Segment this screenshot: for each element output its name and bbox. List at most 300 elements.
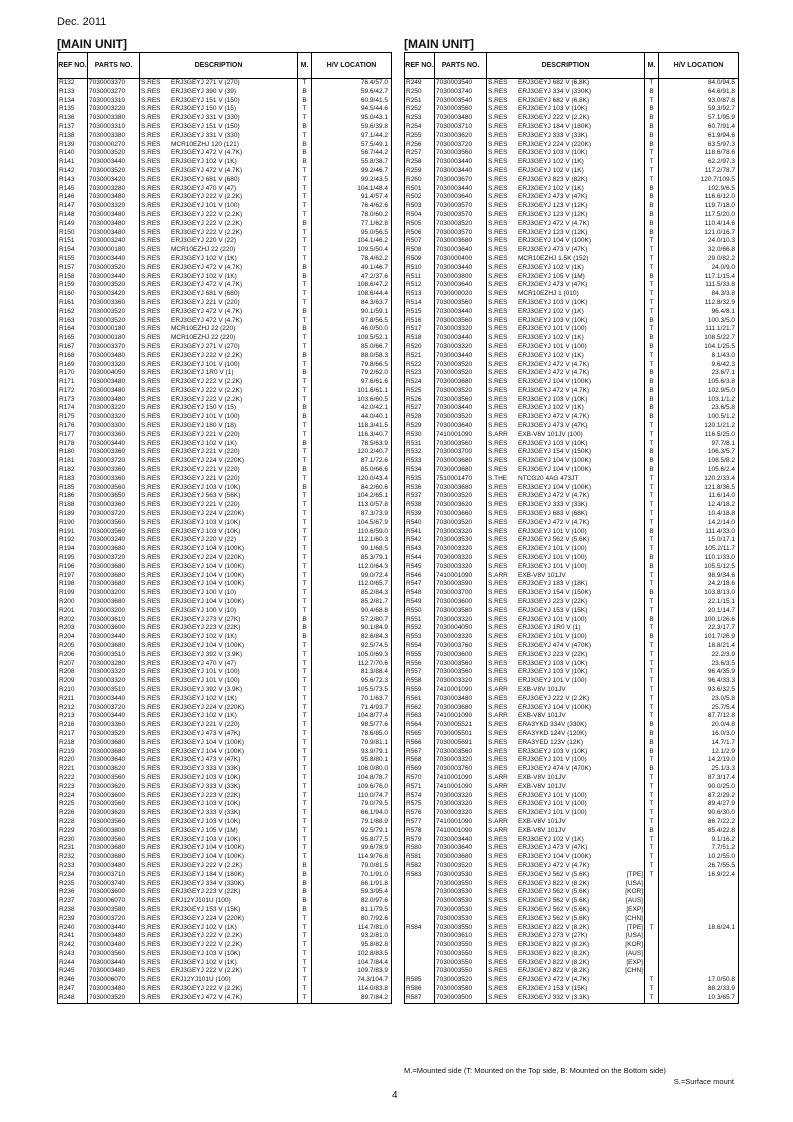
ref-no: R142 [58,167,88,176]
table-row [58,624,392,633]
mounted-side: B [645,141,659,150]
description [487,624,645,633]
mounted-side: B [645,616,659,625]
part-category: S.RES [141,518,161,526]
hv-location: 108.5/8.2 [659,457,739,466]
ref-no: R172 [58,387,88,396]
description [140,193,298,202]
ref-no: R534 [405,466,435,475]
parts-no: 7030003560 [435,105,487,114]
part-description: ERJ3GEYJ 470 V (47) [171,184,237,192]
table-row [58,510,392,519]
parts-no: 7030003680 [435,853,487,862]
mounted-side: T [298,712,312,721]
description [140,396,298,405]
mounted-side: T [645,800,659,809]
mounted-side: B [298,352,312,361]
parts-column-right [404,37,738,1004]
ref-no: R146 [58,193,88,202]
part-category: S.RES [141,237,161,245]
part-category: S.RES [141,861,161,869]
parts-no: 7030003440 [88,712,140,721]
description [487,281,645,290]
mounted-side: B [298,906,312,915]
part-category: S.RES [141,457,161,465]
parts-no: 7030003530 [435,871,487,880]
hv-location: 93.0/87.8 [659,97,739,106]
mounted-side: T [645,792,659,801]
part-description: ERJ3GEYJ 822 V (8.2K) [518,923,590,931]
description [140,211,298,220]
part-description: ERJ3GEYJ 331 V (330) [171,131,240,139]
description [140,167,298,176]
hv-location: 118.3/41.5 [312,422,392,431]
table-row [58,554,392,563]
table-row [405,818,739,827]
parts-no: 7030003440 [435,334,487,343]
description [487,97,645,106]
part-description: ERJ3GEYJ 222 V (2.2K) [171,210,243,218]
ref-no: R586 [405,985,435,994]
ref-no: R176 [58,422,88,431]
part-description: ERJ3GEYJ 101 V (100) [518,800,587,808]
hv-location: 66.1/91.8 [312,880,392,889]
part-category: S.RES [488,457,508,465]
part-category: S.RES [141,527,161,535]
parts-no: 7030003420 [88,176,140,185]
hv-location: 15.0/17.1 [659,536,739,545]
table-row [405,246,739,255]
ref-no: R175 [58,413,88,422]
header-ref: REF NO. [405,53,435,79]
description [487,123,645,132]
part-description: ERJ3GEYJ 681 V (680) [171,290,240,298]
hv-location: 104.8/78.7 [312,774,392,783]
mounted-side: T [645,361,659,370]
table-row [58,229,392,238]
mounted-side [645,897,659,906]
part-category: S.RES [488,307,508,315]
table-row [58,193,392,202]
ref-no: R140 [58,149,88,158]
description [487,220,645,229]
description [140,475,298,484]
ref-no: R249 [405,79,435,88]
part-description: ERJ3GEYJ 222 V (2.2K) [171,941,243,949]
description [487,369,645,378]
hv-location: 57.1/95.9 [659,114,739,123]
hv-location: 64.6/91.8 [659,88,739,97]
parts-no: 7410001090 [435,827,487,836]
hv-location: 74.3/104.7 [312,976,392,985]
hv-location: 120.1/21.2 [659,422,739,431]
part-description: ERJ3GEYJ 102 V (1K) [518,263,584,271]
mounted-side: B [298,97,312,106]
parts-no: 7030003670 [435,176,487,185]
mounted-side: T [645,809,659,818]
hv-location: 102.9/6.5 [659,185,739,194]
description [140,334,298,343]
mounted-side: T [298,792,312,801]
parts-no: 7030003610 [435,932,487,941]
table-row [58,413,392,422]
hv-location [659,897,739,906]
part-category: S.RES [141,219,161,227]
mounted-side: B [645,114,659,123]
hv-location [659,959,739,968]
mounted-side: B [645,334,659,343]
hv-location: 90.4/68.8 [312,607,392,616]
mounted-side: T [298,967,312,976]
hv-location: 7.7/51.2 [659,844,739,853]
hv-location: 59.3/95.4 [312,888,392,897]
parts-no: 7030003510 [88,686,140,695]
hv-location: 95.8/82.8 [312,941,392,950]
parts-no: 7030003640 [88,756,140,765]
ref-no: R536 [405,484,435,493]
description [140,712,298,721]
part-description: ERJ3GEYJ 103 V (10K) [171,527,241,535]
description [140,132,298,141]
parts-no: 7030003740 [435,88,487,97]
part-description: ERJ3GEYJ 472 V (4.7K) [518,369,590,377]
table-row [405,721,739,730]
mounted-side: B [645,369,659,378]
description [487,739,645,748]
parts-no: 7410001090 [435,774,487,783]
parts-no: 7030003800 [435,273,487,282]
hv-location: 87.2/29.2 [659,792,739,801]
part-description: ERJ3GEYJ 334 V (330K) [518,87,591,95]
parts-no: 7030003370 [88,79,140,88]
part-description: ERJ3GEYJ 104 V (100K) [171,562,244,570]
part-description: ERJ3GEYJ 102 V (1K) [171,439,237,447]
hv-location: 70.1/63.7 [312,695,392,704]
mounted-side: T [645,818,659,827]
parts-no: 7030003480 [88,985,140,994]
ref-no: R217 [58,730,88,739]
mounted-side: T [298,844,312,853]
mounted-side: T [645,255,659,264]
parts-no: 7030003720 [88,510,140,519]
ref-no: R170 [58,369,88,378]
ref-no: R137 [58,123,88,132]
ref-no: R157 [58,264,88,273]
table-row [58,616,392,625]
description [487,660,645,669]
mounted-side: T [298,950,312,959]
ref-no: R136 [58,114,88,123]
description [140,906,298,915]
table-row [58,906,392,915]
part-category: S.RES [488,694,508,702]
hv-location: 104.2/65.1 [312,492,392,501]
hv-location: 29.0/82.2 [659,255,739,264]
part-description: ERJ3GEYJ 102 V (1K) [518,166,584,174]
part-category: S.RES [141,404,161,412]
ref-no: R553 [405,633,435,642]
mounted-side: T [298,589,312,598]
part-category: S.ARR [488,685,508,693]
document-date: Dec. 2011 [57,16,107,28]
ref-no: R525 [405,387,435,396]
part-description: ERJ3GEYJ 101 V (100) [518,615,587,623]
table-row [58,818,392,827]
part-category: S.RES [141,606,161,614]
parts-no: 7030003480 [88,378,140,387]
table-row [405,880,739,889]
part-description: ERJ3GEYJ 682 V (6.8K) [518,79,590,86]
part-description: ERJ3GEYJ 472 V (4.7K) [518,413,590,421]
hv-location: 82.0/97.6 [312,897,392,906]
hv-location: 10.3/65.7 [659,994,739,1003]
ref-no: R216 [58,721,88,730]
part-category: S.RES [488,642,508,649]
part-category: S.RES [488,756,508,764]
description [487,730,645,739]
part-category: S.ARR [488,782,508,790]
part-description: ERJ3GEYJ 472 V (4.7K) [518,518,590,526]
description [140,79,298,88]
parts-no: 7030003680 [88,598,140,607]
ref-no: R206 [58,651,88,660]
ref-no: R231 [58,844,88,853]
hv-location: 63.5/97.3 [659,141,739,150]
part-description: ERJ3GEYJ 184 V (180K) [171,870,244,878]
hv-location: 66.1/94.0 [312,809,392,818]
part-category: S.RES [488,861,508,869]
part-category: S.RES [488,114,508,122]
description [487,361,645,370]
ref-no: R524 [405,378,435,387]
mounted-side: B [645,387,659,396]
description [140,915,298,924]
ref-no: R234 [58,871,88,880]
hv-location: 110.0/74.7 [312,792,392,801]
description [487,466,645,475]
part-category: S.RES [488,219,508,227]
mounted-side: T [298,114,312,123]
mounted-side: T [298,572,312,581]
mounted-side: T [298,642,312,651]
description [140,448,298,457]
description [487,299,645,308]
description [140,158,298,167]
part-description: ERJ3GEYJ 101 V (100) [518,677,587,685]
part-category: S.RES [141,448,161,456]
part-description: ERJ3GEYJ 224 V (220K) [171,914,244,922]
hv-location: 11.6/14.0 [659,492,739,501]
table-row [405,827,739,836]
part-category: S.RES [488,386,508,394]
ref-no: R248 [58,994,88,1003]
description [140,369,298,378]
hv-location: 9.1/16.2 [659,836,739,845]
ref-no: R531 [405,440,435,449]
part-description: ERJ3GEYJ 273 V (27K) [518,932,588,940]
parts-no: 7030003760 [435,642,487,651]
table-header-row [405,53,739,79]
table-row [405,765,739,774]
part-category: S.RES [488,967,508,975]
hv-location: 59.6/42.7 [312,88,392,97]
part-category: S.RES [488,729,508,737]
hv-location: 110.6/59.0 [312,528,392,537]
parts-no: 7030003520 [88,730,140,739]
mounted-side: T [645,607,659,616]
ref-no: R505 [405,220,435,229]
description [487,809,645,818]
part-description: ERJ3GEYJ 223 V (22K) [171,791,241,799]
part-category: S.RES [141,791,161,799]
part-description: ERJ3GEYJ 222 V (2.2K) [171,378,243,386]
description [140,237,298,246]
part-category: S.RES [488,122,508,130]
parts-no: 7030003600 [88,888,140,897]
mounted-side: T [298,519,312,528]
table-row [405,369,739,378]
part-category: S.RES [141,554,161,562]
hv-location: 120.0/43.4 [312,475,392,484]
ref-no: R508 [405,246,435,255]
hv-location: 96.4/35.9 [659,668,739,677]
parts-no: 7030003560 [435,668,487,677]
mounted-side: B [645,220,659,229]
mounted-side: T [298,193,312,202]
part-category: S.RES [141,492,161,500]
part-description: ERJ3GEYJ 151 V (150) [171,96,240,104]
part-description: ERJ3GEYJ 104 V (100K) [518,853,591,861]
hv-location: 105.0/69.3 [312,651,392,660]
parts-no: 7030003480 [88,932,140,941]
description [140,624,298,633]
description [487,633,645,642]
hv-location: 113.0/57.8 [312,501,392,510]
mounted-side [645,915,659,924]
parts-no: 7030003740 [88,880,140,889]
ref-no: R527 [405,404,435,413]
hv-location: 59.3/92.7 [659,105,739,114]
part-description: MCR10EZHJ 22 (220) [171,334,236,342]
table-row [58,809,392,818]
description [140,290,298,299]
mounted-side: T [645,510,659,519]
hv-location: 95.6/72.3 [312,677,392,686]
parts-no: 7030000180 [88,246,140,255]
description [487,589,645,598]
description [140,651,298,660]
ref-no: R208 [58,668,88,677]
ref-no: R165 [58,334,88,343]
parts-no: 7030003600 [88,624,140,633]
part-category: S.RES [488,650,508,658]
part-description: ERJ3GEYJ 102 V (1K) [518,835,584,843]
description [140,141,298,150]
hv-location: 108.6/44.4 [312,290,392,299]
hv-location: 103.1/1.2 [659,396,739,405]
part-category: S.RES [488,905,508,913]
part-category: S.RES [488,202,508,210]
part-description: ERJ3GEYJ 103 V (10K) [518,747,588,755]
part-description: ERJ3GEYJ 333 V (33K) [171,765,241,773]
table-row [58,871,392,880]
parts-no: 7030003360 [88,501,140,510]
part-category: S.RES [141,298,161,306]
parts-no: 7030003600 [435,598,487,607]
ref-no: R232 [58,853,88,862]
part-category: S.RES [488,413,508,421]
parts-no: 7030003320 [88,361,140,370]
table-row [58,563,392,572]
part-category: S.RES [488,131,508,139]
ref-no: R515 [405,308,435,317]
mounted-side: T [298,317,312,326]
hv-location: 111.1/21.7 [659,325,739,334]
mounted-side: T [645,545,659,554]
description [487,871,645,880]
description [140,105,298,114]
part-category: S.RES [488,175,508,183]
parts-no: 7030003440 [88,440,140,449]
mounted-side: T [298,475,312,484]
parts-no: 7410001090 [435,712,487,721]
hv-location: 23.0/5.8 [659,695,739,704]
part-category: S.RES [488,422,508,430]
hv-location [659,967,739,976]
part-description: ERJ3GEYJ 472 V (4.7K) [518,976,590,984]
hv-location: 22.2/3.9 [659,651,739,660]
part-category: S.RES [141,571,161,579]
description [487,448,645,457]
hv-location: 104.8/77.4 [312,712,392,721]
table-row [58,756,392,765]
table-row [58,264,392,273]
ref-no: R218 [58,739,88,748]
part-category: S.RES [141,976,161,984]
table-row [58,475,392,484]
ref-no: R190 [58,519,88,528]
part-description: ERJ3GEYJ 222 V (2.2K) [171,193,243,201]
mounted-side: T [298,105,312,114]
part-description: ERJ3GEYJ 222 V (2.2K) [171,351,243,359]
description [140,299,298,308]
part-category: S.RES [488,369,508,377]
hv-location: 9.6/42.3 [659,361,739,370]
hv-location: 96.4/8.1 [659,308,739,317]
part-description: ERJ3GEYJ 334 V (330K) [171,879,244,887]
part-category: S.RES [488,976,508,984]
ref-no: R186 [58,492,88,501]
part-description: MCR10EZHJ 1 (010) [518,290,579,298]
ref-no: R255 [405,132,435,141]
mounted-side: B [298,325,312,334]
mounted-side: T [645,624,659,633]
part-description: ERJ3GEYJ 104 V (100K) [518,466,591,474]
parts-no: 7030003680 [88,563,140,572]
ref-no: R192 [58,536,88,545]
hv-location: 57.2/80.7 [312,616,392,625]
table-row [58,440,392,449]
table-row [58,220,392,229]
ref-no: R155 [58,255,88,264]
ref-no: R549 [405,598,435,607]
region-tag: [TPE] [626,870,643,878]
part-category: S.RES [141,809,161,817]
mounted-side: B [298,141,312,150]
mounted-side: T [298,721,312,730]
part-category: S.RES [141,659,161,667]
parts-no: 7030003440 [435,185,487,194]
